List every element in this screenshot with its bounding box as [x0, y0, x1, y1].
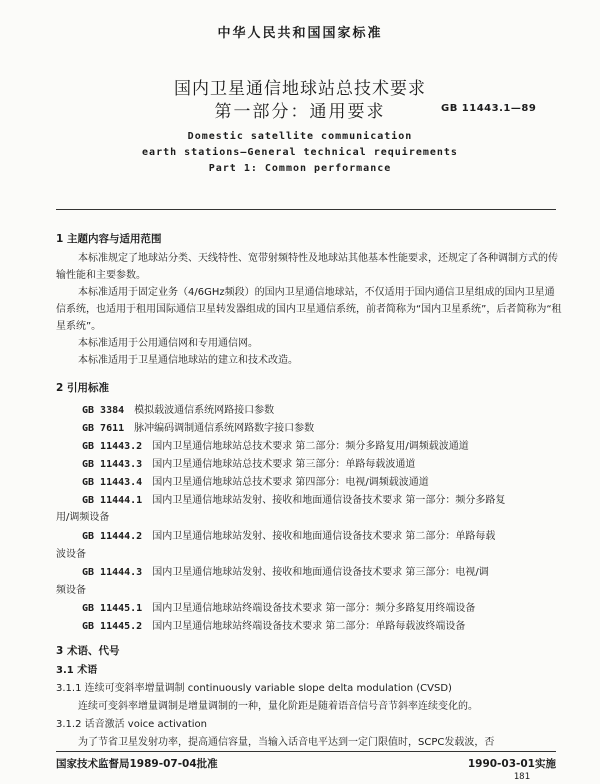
reference-continuation: 波设备	[56, 549, 86, 560]
section-3-heading: 3 术语、代号	[56, 645, 120, 657]
reference-code: GB 11443.4	[82, 477, 143, 488]
document-subtitle: 第一部分：通用要求	[214, 102, 386, 122]
footer-rule	[56, 751, 556, 752]
implementation-date: 1990-03-01实施	[467, 758, 556, 770]
section-1-paragraph: 本标准规定了地球站分类、天线特性、宽带射频特性及地球站其他基本性能要求，还规定了各种调制方式的传输性能和主要参数。	[56, 253, 558, 281]
reference-continuation: 频设备	[56, 585, 86, 596]
english-title-line-1: Domestic satellite communication	[187, 131, 413, 142]
reference-title: 国内卫星通信地球站发射、接收和地面通信设备技术要求 第二部分：单路每载	[152, 531, 496, 542]
reference-title: 国内卫星通信地球站终端设备技术要求 第一部分：频分多路复用终端设备	[152, 603, 476, 614]
english-title-line-3: Part 1: Common performance	[208, 163, 392, 174]
reference-title: 国内卫星通信地球站终端设备技术要求 第二部分：单路每载波终端设备	[152, 621, 466, 632]
reference-code: GB 11444.2	[82, 531, 143, 542]
reference-item	[82, 419, 314, 434]
english-title-line-2: earth stations—General technical requirements	[142, 147, 458, 158]
section-1-paragraph: 本标准适用于固定业务（4/6GHz频段）的国内卫星通信地球站，不仅适用于国内通信卫星组成的国内卫星通信系统，也适用于租用国际通信卫星转发器组成的国内卫星通信系统，前者简称为“国内卫星系统”，后者简称为“租星系统”。	[56, 287, 562, 332]
section-2-heading: 2 引用标准	[56, 382, 109, 394]
reference-item	[82, 437, 469, 452]
reference-code: GB 3384	[82, 405, 125, 416]
section-1-heading: 1 主题内容与适用范围	[56, 233, 162, 245]
term-definition: 为了节省卫星发射功率，提高通信容量，当输入话音电平达到一定门限值时，SCPC发载波，否	[78, 737, 495, 748]
reference-continuation: 用/调频设备	[56, 512, 110, 523]
reference-code: GB 11445.1	[82, 603, 143, 614]
reference-code: GB 7611	[82, 423, 125, 434]
reference-title: 国内卫星通信地球站总技术要求 第二部分：频分多路复用/调频载波通道	[152, 441, 469, 452]
section-1-paragraph: 本标准适用于公用通信网和专用通信网。	[78, 338, 258, 349]
reference-item	[82, 599, 475, 614]
reference-item	[82, 491, 505, 506]
standard-header: 中华人民共和国国家标准	[217, 26, 383, 41]
term-heading: 3.1.2 话音激活 voice activation	[56, 719, 207, 730]
approval-date: 国家技术监督局1989-07-04批准	[56, 758, 218, 770]
term-heading: 3.1.1 连续可变斜率增量调制 continuously variable slope delta modulation (CVSD)	[56, 683, 452, 694]
subsection-heading: 3.1 术语	[56, 665, 98, 676]
reference-item	[82, 617, 465, 632]
reference-code: GB 11445.2	[82, 621, 143, 632]
term-definition: 连续可变斜率增量调制是增量调制的一种，量化阶距是随着语音信号音节斜率连续变化的。	[78, 701, 478, 712]
section-1-paragraph: 本标准适用于卫星通信地球站的建立和技术改造。	[78, 355, 298, 366]
reference-code: GB 11443.3	[82, 459, 143, 470]
document-title: 国内卫星通信地球站总技术要求	[174, 79, 426, 99]
reference-title: 脉冲编码调制通信系统网路数字接口参数	[134, 423, 315, 434]
reference-item	[82, 473, 429, 488]
reference-item	[82, 455, 415, 470]
gb-code: GB 11443.1—89	[441, 103, 537, 114]
reference-title: 国内卫星通信地球站总技术要求 第四部分：电视/调频载波通道	[152, 477, 429, 488]
reference-code: GB 11444.3	[82, 567, 143, 578]
reference-title: 国内卫星通信地球站发射、接收和地面通信设备技术要求 第三部分：电视/调	[152, 567, 489, 578]
reference-title: 国内卫星通信地球站总技术要求 第三部分：单路每载波通道	[152, 459, 416, 470]
reference-item	[82, 401, 274, 416]
reference-code: GB 11443.2	[82, 441, 143, 452]
reference-title: 国内卫星通信地球站发射、接收和地面通信设备技术要求 第一部分：频分多路复	[152, 495, 506, 506]
reference-item	[82, 563, 489, 578]
reference-item	[82, 527, 495, 542]
page-number: 181	[513, 772, 530, 782]
header-rule	[56, 209, 556, 210]
reference-code: GB 11444.1	[82, 495, 143, 506]
reference-title: 模拟载波通信系统网路接口参数	[134, 405, 275, 416]
